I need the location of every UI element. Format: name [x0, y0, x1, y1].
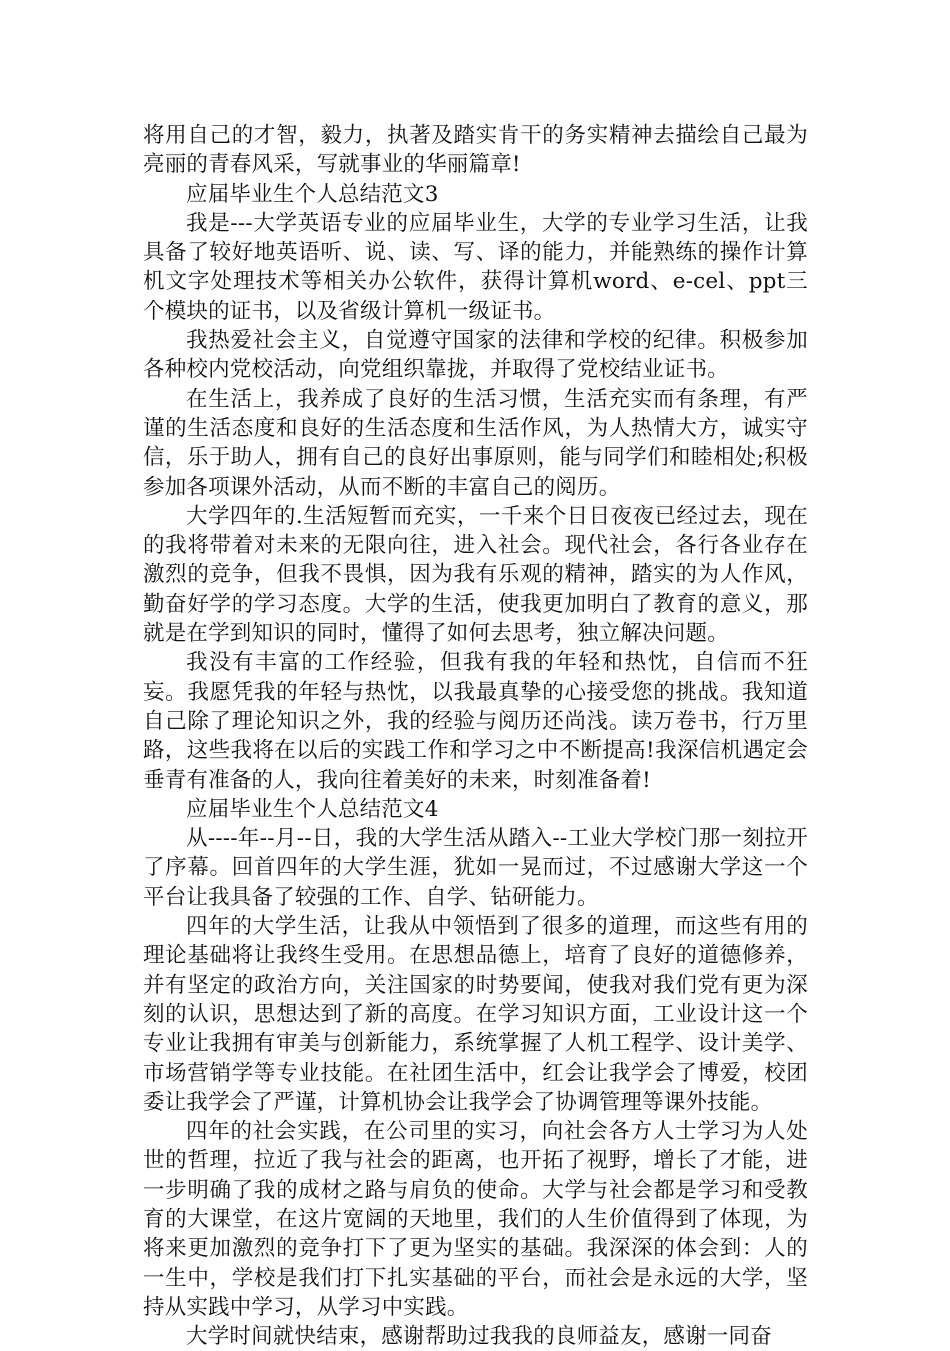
paragraph-continuation: 将用自己的才智，毅力，执著及踏实肯干的务实精神去描绘自己最为亮丽的青春风采，写就事业的华丽篇章!: [143, 123, 808, 178]
paragraph: 四年的社会实践，在公司里的实习，向社会各方人士学习为人处世的哲理，拉近了我与社会的距离，也开拓了视野，增长了才能，进一步明确了我的成材之路与肩负的使命。大学与社会都是学习和受教育的大课堂，在这片宽阔的天地里，我们的人生价值得到了体现，为将来更加激烈的竞争打下了更为坚实的基础。我深深的体会到：人的一生中，学校是我们打下扎实基础的平台，而社会是永远的大学，坚持从实践中学习，从学习中实践。: [143, 1119, 808, 1320]
section-heading-3: 应届毕业生个人总结范文3: [186, 181, 439, 207]
section-heading-4: 应届毕业生个人总结范文4: [186, 796, 439, 822]
document-body: [143, 121, 808, 1351]
paragraph: 在生活上，我养成了良好的生活习惯，生活充实而有条理，有严谨的生活态度和良好的生活态度和生活作风，为人热情大方，诚实守信，乐于助人，拥有自己的良好出事原则，能与同学们和睦相处;积极参加各项课外活动，从而不断的丰富自己的阅历。: [143, 386, 808, 500]
paragraph: 我没有丰富的工作经验，但我有我的年轻和热忱，自信而不狂妄。我愿凭我的年轻与热忱，以我最真挚的心接受您的挑战。我知道自己除了理论知识之外，我的经验与阅历还尚浅。读万卷书，行万里路，这些我将在以后的实践工作和学习之中不断提高!我深信机遇定会垂青有准备的人，我向往着美好的未来，时刻准备着!: [143, 650, 808, 793]
paragraph: 从----年--月--日，我的大学生活从踏入--工业大学校门那一刻拉开了序幕。回首四年的大学生涯，犹如一晃而过，不过感谢大学这一个平台让我具备了较强的工作、自学、钻研能力。: [143, 826, 808, 910]
paragraph: 我是---大学英语专业的应届毕业生，大学的专业学习生活，让我具备了较好地英语听、说、读、写、译的能力，并能熟练的操作计算机文字处理技术等相关办公软件，获得计算机word、e-cel、ppt三个模块的证书，以及省级计算机一级证书。: [143, 210, 808, 324]
paragraph: 四年的大学生活，让我从中领悟到了很多的道理，而这些有用的理论基础将让我终生受用。在思想品德上，培育了良好的道德修养，并有坚定的政治方向，关注国家的时势要闻，使我对我们党有更为深刻的认识，思想达到了新的高度。在学习知识方面，工业设计这一个专业让我拥有审美与创新能力，系统掌握了人机工程学、设计美学、市场营销学等专业技能。在社团生活中，红会让我学会了博爱，校团委让我学会了严谨，计算机协会让我学会了协调管理等课外技能。: [143, 914, 808, 1115]
paragraph: 我热爱社会主义，自觉遵守国家的法律和学校的纪律。积极参加各种校内党校活动，向党组织靠拢，并取得了党校结业证书。: [143, 328, 808, 383]
paragraph: 大学四年的.生活短暂而充实，一千来个日日夜夜已经过去，现在的我将带着对未来的无限向往，进入社会。现代社会，各行各业存在激烈的竞争，但我不畏惧，因为我有乐观的精神，踏实的为人作风，勤奋好学的学习态度。大学的生活，使我更加明白了教育的意义，那就是在学到知识的同时，懂得了如何去思考，独立解决问题。: [143, 503, 808, 647]
paragraph: 大学时间就快结束，感谢帮助过我我的良师益友，感谢一同奋: [186, 1324, 772, 1350]
